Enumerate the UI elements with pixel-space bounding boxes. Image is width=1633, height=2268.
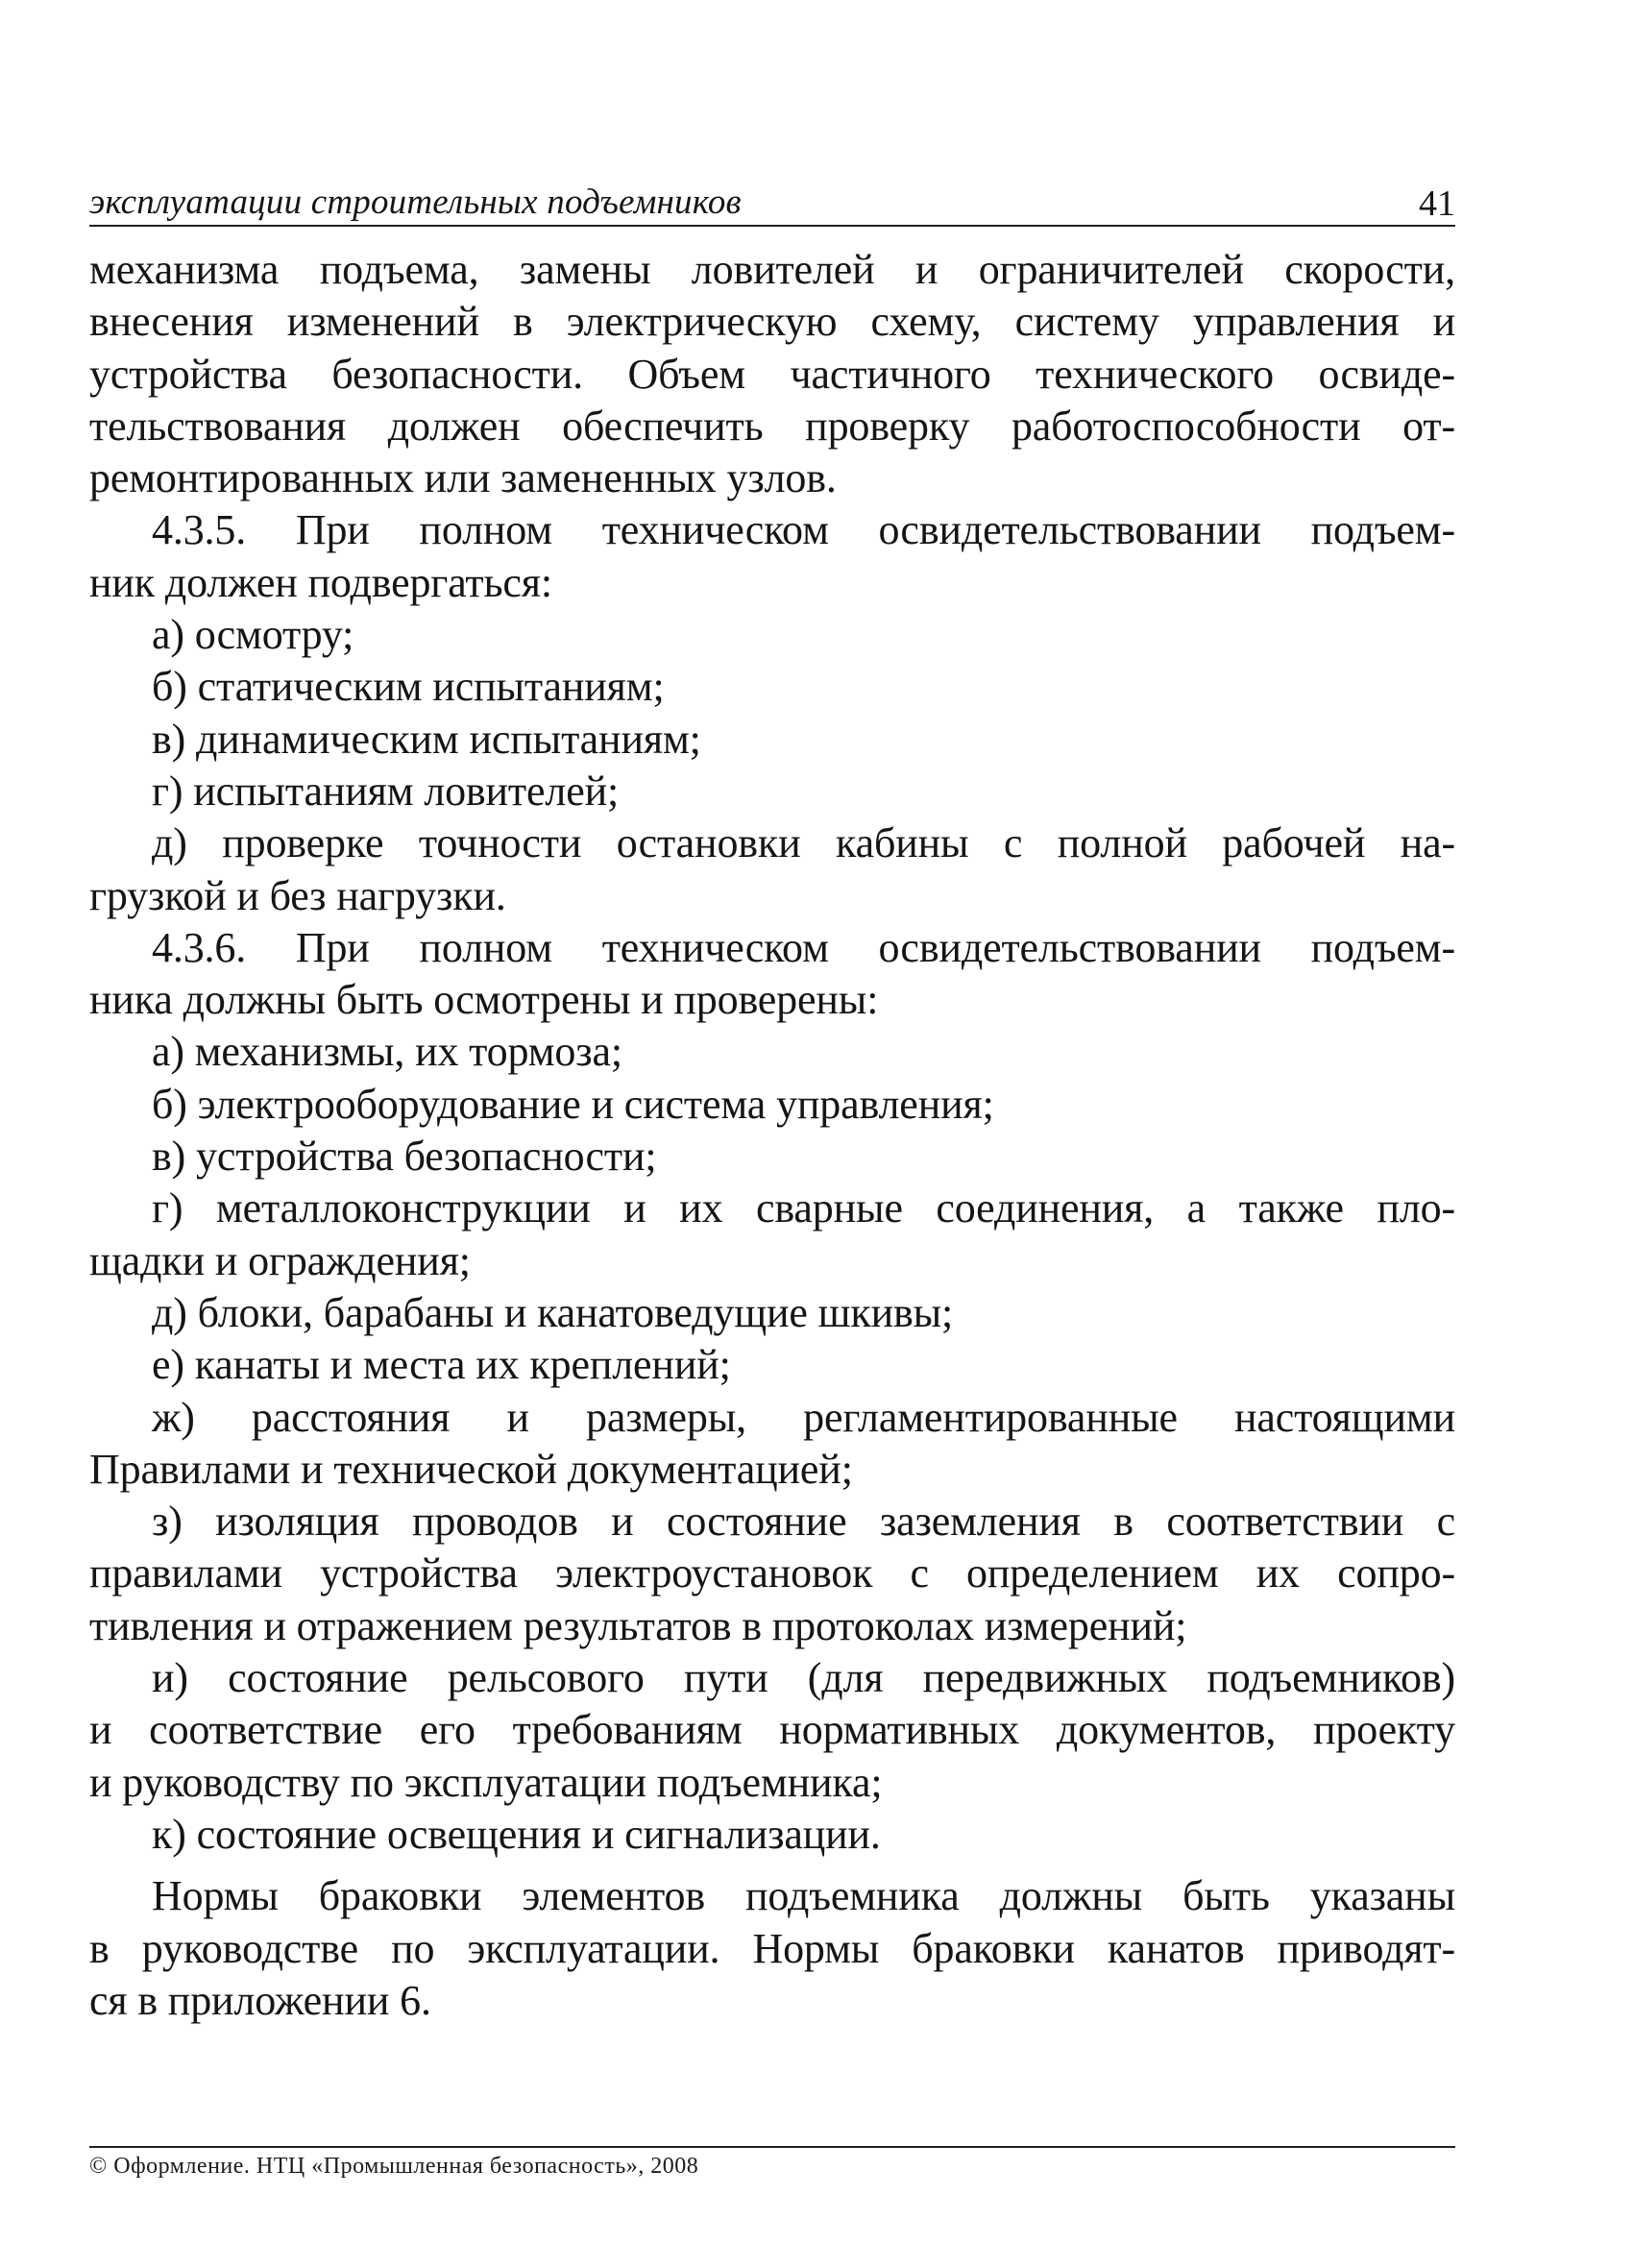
page-header [89, 179, 1455, 227]
list-item: в) устройства безопасности; [152, 1133, 657, 1181]
clause-4-3-6: 4.3.6. При полном техническом освидетельствовании подъем- [152, 923, 1455, 971]
text-line: щадки и ограждения; [89, 1236, 471, 1284]
text-line: ремонтированных или замененных узлов. [89, 454, 837, 502]
text-line: устройства безопасности. Объем частичного технического освиде- [89, 350, 1455, 398]
list-item: е) канаты и места их креплений; [152, 1341, 731, 1389]
list-item: б) электрооборудование и система управления; [152, 1080, 994, 1128]
text-line: тельствования должен обеспечить проверку работоспособности от- [89, 402, 1455, 450]
closing-paragraph: Нормы браковки элементов подъемника должны быть указаны [152, 1872, 1455, 1920]
list-item: в) динамическим испытаниям; [152, 715, 701, 763]
text-line: ся в приложении 6. [89, 1976, 431, 2024]
text-line: и руководству по эксплуатации подъемника; [89, 1758, 883, 1806]
list-item: г) испытаниям ловителей; [152, 767, 620, 815]
text-line: в руководстве по эксплуатации. Нормы браковки канатов приводят- [89, 1924, 1455, 1972]
list-item: а) механизмы, их тормоза; [152, 1028, 622, 1076]
copyright-notice: © Оформление. НТЦ «Промышленная безопасность», 2008 [89, 2154, 699, 2179]
text-line: и соответствие его требованиям нормативных документов, проекту [89, 1706, 1455, 1754]
list-item: б) статическим испытаниям; [152, 663, 665, 711]
list-item: д) блоки, барабаны и канатоведущие шкивы; [152, 1288, 954, 1336]
text-line: механизма подъема, замены ловителей и ограничителей скорости, [89, 246, 1455, 293]
text-line: ника должны быть осмотрены и проверены: [89, 976, 879, 1024]
running-title: эксплуатации строительных подъемников [89, 183, 742, 222]
text-line: внесения изменений в электрическую схему, систему управления и [89, 298, 1455, 346]
list-item: ж) расстояния и размеры, регламентированные настоящими [152, 1393, 1455, 1441]
list-item: и) состояние рельсового пути (для передвижных подъемников) [152, 1654, 1455, 1702]
clause-4-3-5: 4.3.5. При полном техническом освидетельствовании подъем- [152, 506, 1455, 554]
text-line: правилами устройства электроустановок с определением их сопро- [89, 1549, 1455, 1597]
list-item: к) состояние освещения и сигнализации. [152, 1810, 881, 1858]
page-footer [89, 2146, 1455, 2180]
page-number: 41 [1419, 183, 1455, 224]
list-item: а) осмотру; [152, 611, 354, 659]
list-item: д) проверке точности остановки кабины с полной рабочей на- [152, 819, 1455, 867]
body-text [89, 244, 1455, 2027]
text-line: тивления и отражением результатов в протоколах измерений; [89, 1601, 1187, 1649]
text-line: Правилами и технической документацией; [89, 1445, 853, 1493]
list-item: г) металлоконструкции и их сварные соединения, а также пло- [152, 1184, 1455, 1232]
text-line: грузкой и без нагрузки. [89, 871, 506, 919]
list-item: з) изоляция проводов и состояние заземления в соответствии с [152, 1498, 1455, 1546]
text-line: ник должен подвергаться: [89, 558, 552, 606]
